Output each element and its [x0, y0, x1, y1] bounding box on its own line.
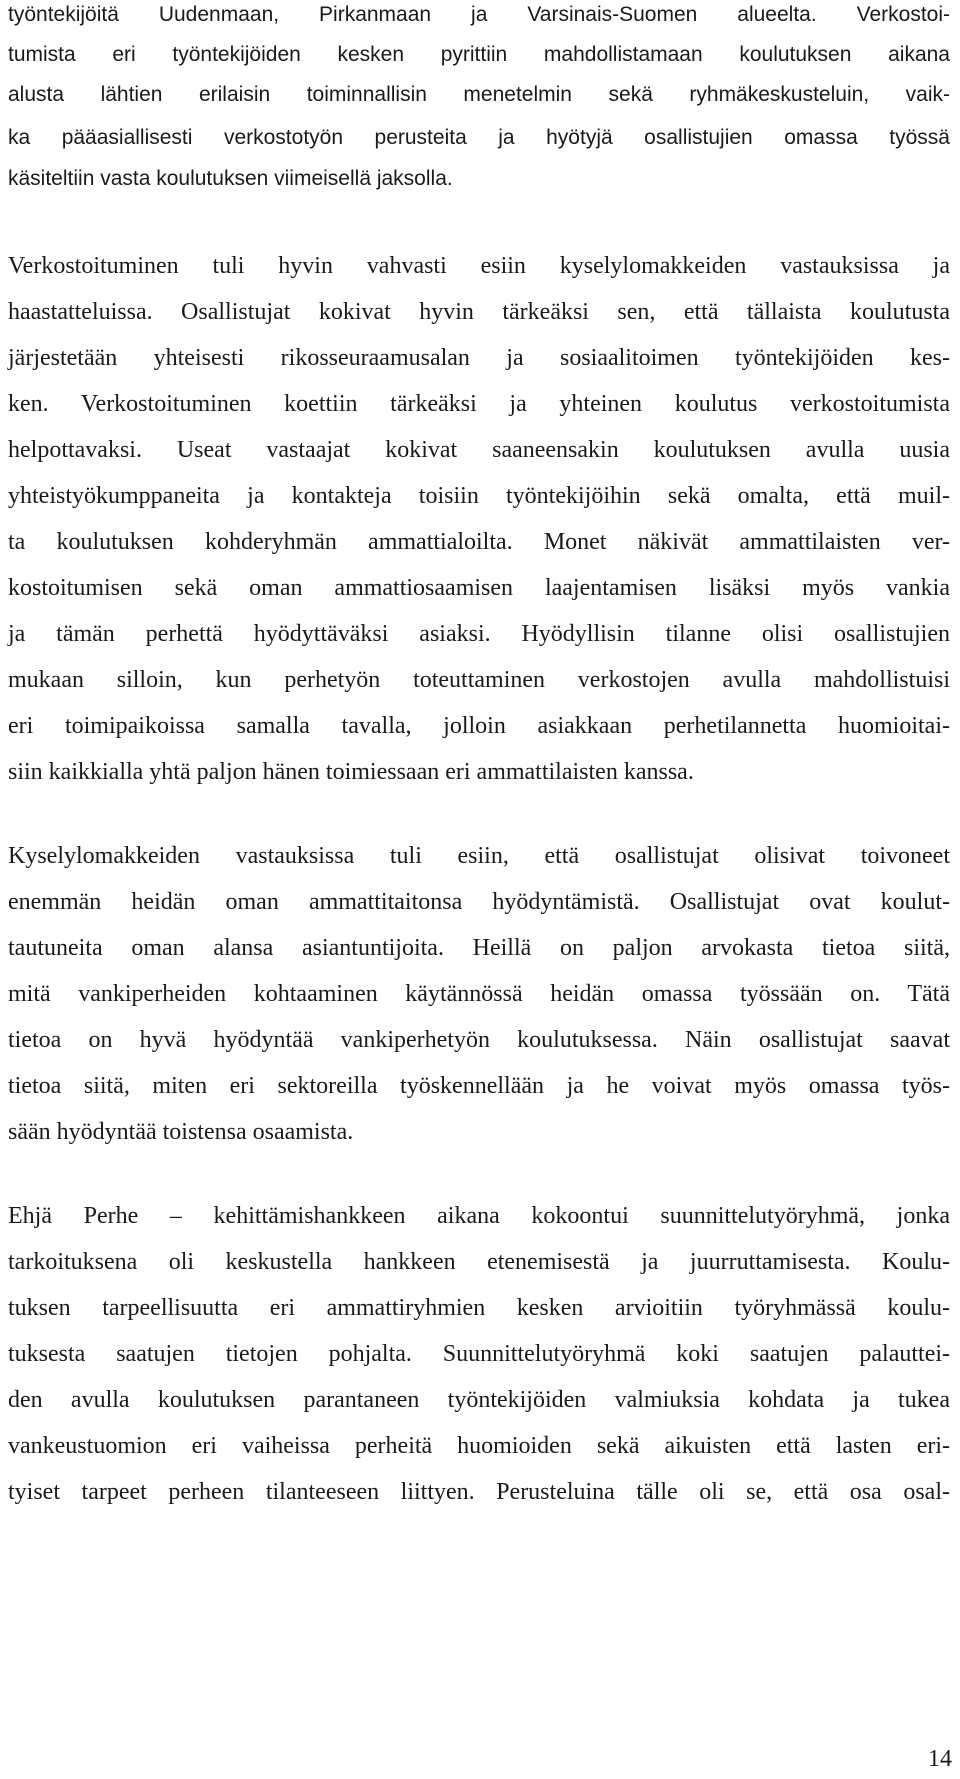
text-line: enemmän heidän oman ammattitaitonsa hyödyntämistä. Osallistujat ovat koulut-	[8, 889, 950, 915]
text-line: käsiteltiin vasta koulutuksen viimeisellä jaksolla.	[8, 167, 453, 190]
text-line: ken. Verkostoituminen koettiin tärkeäksi ja yhteinen koulutus verkostoitumista	[8, 391, 950, 417]
text-line: tietoa on hyvä hyödyntää vankiperhetyön koulutuksessa. Näin osallistujat saavat	[8, 1027, 950, 1053]
text-line: Kyselylomakkeiden vastauksissa tuli esiin, että osallistujat olisivat toivoneet	[8, 843, 950, 869]
text-line: sään hyödyntää toistensa osaamista.	[8, 1119, 354, 1145]
text-line: tuksesta saatujen tietojen pohjalta. Suunnittelutyöryhmä koki saatujen palauttei-	[8, 1341, 950, 1367]
text-line: mitä vankiperheiden kohtaaminen käytännössä heidän omassa työssään on. Tätä	[8, 981, 950, 1007]
text-line: siin kaikkialla yhtä paljon hänen toimiessaan eri ammattilaisten kanssa.	[8, 759, 694, 785]
text-line: Verkostoituminen tuli hyvin vahvasti esiin kyselylomakkeiden vastauksissa ja	[8, 253, 950, 279]
text-line: ja tämän perhettä hyödyttäväksi asiaksi. Hyödyllisin tilanne olisi osallistujien	[8, 621, 950, 647]
text-line: haastatteluissa. Osallistujat kokivat hyvin tärkeäksi sen, että tällaista koulutusta	[8, 299, 950, 325]
text-line: vankeustuomion eri vaiheissa perheitä huomioiden sekä aikuisten että lasten eri-	[8, 1433, 950, 1459]
text-line: tyiset tarpeet perheen tilanteeseen liittyen. Perusteluina tälle oli se, että osa osal-	[8, 1479, 950, 1505]
text-line: Ehjä Perhe – kehittämishankkeen aikana kokoontui suunnittelutyöryhmä, jonka	[8, 1203, 950, 1229]
text-line: järjestetään yhteisesti rikosseuraamusalan ja sosiaalitoimen työntekijöiden kes-	[8, 345, 950, 371]
text-line: den avulla koulutuksen parantaneen työntekijöiden valmiuksia kohdata ja tukea	[8, 1387, 950, 1413]
text-line: alusta lähtien erilaisin toiminnallisin menetelmin sekä ryhmäkeskusteluin, vaik-	[8, 83, 950, 106]
text-line: ta koulutuksen kohderyhmän ammattialoilta. Monet näkivät ammattilaisten ver-	[8, 529, 950, 555]
text-line: tuksen tarpeellisuutta eri ammattiryhmien kesken arvioitiin työryhmässä koulu-	[8, 1295, 950, 1321]
text-line: työntekijöitä Uudenmaan, Pirkanmaan ja Varsinais-Suomen alueelta. Verkostoi-	[8, 3, 950, 26]
text-line: tietoa siitä, miten eri sektoreilla työskennellään ja he voivat myös omassa työs-	[8, 1073, 950, 1099]
text-line: tautuneita oman alansa asiantuntijoita. Heillä on paljon arvokasta tietoa siitä,	[8, 935, 950, 961]
text-line: eri toimipaikoissa samalla tavalla, jolloin asiakkaan perhetilannetta huomioitai-	[8, 713, 950, 739]
text-line: yhteistyökumppaneita ja kontakteja toisiin työntekijöihin sekä omalta, että muil-	[8, 483, 950, 509]
text-line: helpottavaksi. Useat vastaajat kokivat saaneensakin koulutuksen avulla uusia	[8, 437, 950, 463]
text-line: tarkoituksena oli keskustella hankkeen etenemisestä ja juurruttamisesta. Koulu-	[8, 1249, 950, 1275]
text-line: ka pääasiallisesti verkostotyön perusteita ja hyötyjä osallistujien omassa työssä	[8, 126, 950, 149]
text-line: kostoitumisen sekä oman ammattiosaamisen laajentamisen lisäksi myös vankia	[8, 575, 950, 601]
text-line: mukaan silloin, kun perhetyön toteuttaminen verkostojen avulla mahdollistuisi	[8, 667, 950, 693]
text-line: tumista eri työntekijöiden kesken pyrittiin mahdollistamaan koulutuksen aikana	[8, 43, 950, 66]
page-number: 14	[928, 1746, 952, 1772]
